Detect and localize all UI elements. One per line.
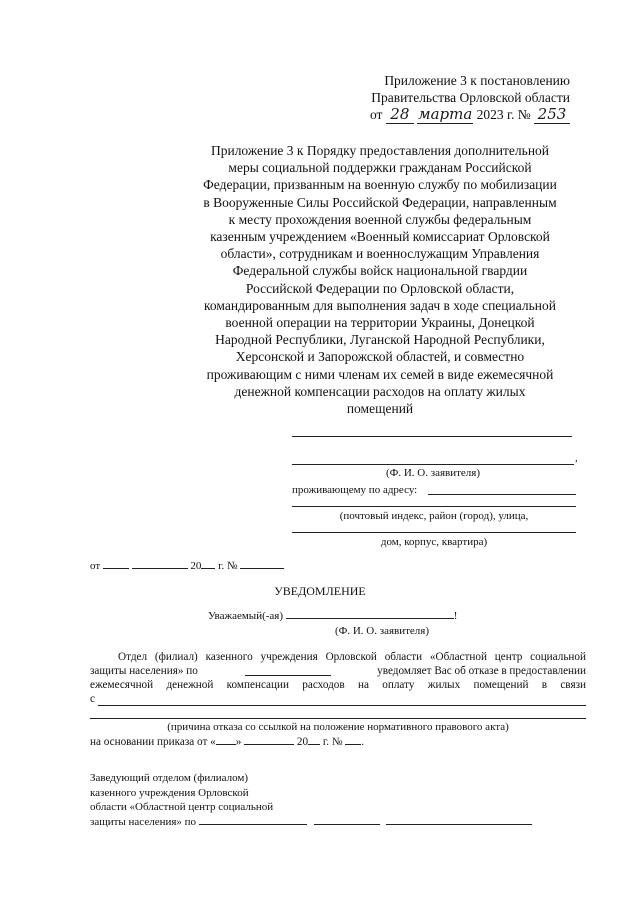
basis-number-field[interactable] [345, 744, 361, 745]
greeting-line [208, 610, 457, 622]
house-caption: дом, корпус, квартира) [380, 536, 488, 548]
appendix-line: к месту прохождения военной службы федеральным [228, 211, 532, 227]
appendix-line: военной операции на территории Украины, Донецкой [225, 315, 535, 331]
signature-district-field[interactable] [199, 824, 307, 825]
approval-block [300, 72, 570, 124]
outgoing-number-field[interactable] [240, 568, 284, 569]
appendix-line: командированным для выполнения задач в ходе специальной [204, 297, 556, 313]
approval-line-2: Правительства Орловской области [371, 90, 570, 105]
appendix-heading [170, 142, 590, 417]
basis-prefix: на основании приказа от « [90, 736, 216, 748]
address-line-2[interactable] [292, 506, 576, 507]
signature-name-field[interactable] [386, 824, 532, 825]
approval-line-1: Приложение 3 к постановлению [384, 73, 570, 88]
recipient-comma: , [575, 452, 578, 464]
signature-sign-field[interactable] [314, 824, 380, 825]
outgoing-year-field[interactable] [201, 568, 215, 569]
basis-day-field[interactable] [216, 744, 236, 745]
outgoing-day-field[interactable] [103, 568, 129, 569]
basis-quote: » [235, 736, 242, 748]
recipient-line-2[interactable] [292, 464, 574, 465]
postal-caption: (почтовый индекс, район (город), улица, [339, 510, 529, 522]
outgoing-year-prefix: 20 [190, 560, 202, 572]
outgoing-number-prefix: г. № [218, 560, 238, 572]
address-line-1[interactable] [428, 494, 576, 495]
signature-last-line [90, 815, 532, 830]
reason-caption: (причина отказа со ссылкой на положение нормативного правового акта) [167, 721, 509, 733]
signature-line: Заведующий отделом (филиалом) [90, 772, 248, 784]
approval-date-year: 2023 г. № [476, 107, 531, 122]
greeting-fio-caption: (Ф. И. О. заявителя) [334, 625, 429, 637]
appendix-line: казенным учреждением «Военный комиссариат Орловской [210, 229, 550, 245]
basis-month-field[interactable] [244, 744, 294, 745]
signature-last-text: защиты населения» по [90, 815, 197, 828]
body-line-2 [90, 664, 586, 679]
signature-line: казенного учреждения Орловской [90, 786, 249, 799]
outgoing-date-line [90, 560, 284, 572]
greeting-label: Уважаемый(-ая) [208, 610, 284, 622]
appendix-line: Херсонской и Запорожской областей, и совместно [235, 349, 525, 365]
appendix-line: Народной Республики, Луганской Народной Республики, [215, 332, 545, 348]
greeting-exclamation: ! [453, 610, 458, 622]
body-line-2-end: уведомляет Вас об отказе в предоставлении [377, 665, 586, 677]
appendix-line: денежной компенсации расходов на оплату жилых [234, 383, 526, 399]
approval-date-line [300, 106, 570, 124]
outgoing-month-field[interactable] [132, 568, 188, 569]
appendix-line: помещений [346, 401, 414, 417]
address-label: проживающему по адресу: [292, 484, 418, 496]
appendix-line: меры социальной поддержки гражданам Российской [228, 160, 532, 176]
basis-year-prefix: 20 [296, 736, 309, 748]
body-line-2-start: защиты населения» по [90, 665, 198, 677]
body-line-3: ежемесячной денежной компенсации расходов на оплату жилых помещений в связи [90, 679, 586, 691]
appendix-line: области», сотрудникам и военнослужащим Управления [220, 246, 540, 262]
approval-month-handwritten: марта [418, 105, 473, 123]
outgoing-date-from: от [90, 560, 101, 572]
greeting-fio-field[interactable] [286, 618, 454, 619]
basis-number-prefix: г. № [322, 736, 343, 748]
approval-day-handwritten: 28 [386, 106, 414, 124]
basis-line [90, 735, 364, 750]
recipient-fio-caption: (Ф. И. О. заявителя) [385, 467, 480, 479]
address-line-3[interactable] [292, 532, 576, 533]
signature-line: области «Областной центр социальной [90, 801, 274, 813]
appendix-line: проживающим с ними членам их семей в виде ежемесячной [206, 366, 554, 382]
appendix-line: в Вооруженные Силы Российской Федерации, направленным [203, 194, 557, 210]
district-field[interactable] [245, 664, 331, 676]
body-line-4-prefix: с [90, 693, 95, 705]
signature-block [90, 771, 532, 829]
recipient-line-1[interactable] [292, 436, 572, 437]
appendix-line: Федеральной службы войск национальной гвардии [232, 263, 528, 279]
basis-year-field[interactable] [308, 744, 320, 745]
notice-title: УВЕДОМЛЕНИЕ [274, 584, 366, 598]
appendix-line: Федерации, призванным на военную службу по мобилизации [203, 177, 557, 193]
basis-end: . [361, 736, 365, 748]
approval-date-prefix: от [369, 107, 383, 122]
reason-line-2[interactable] [90, 718, 586, 719]
reason-line-1[interactable] [98, 705, 586, 706]
appendix-line: Российской Федерации по Орловской области, [245, 280, 515, 296]
appendix-line: Приложение 3 к Порядку предоставления дополнительной [210, 143, 550, 158]
approval-number-handwritten: 253 [534, 106, 570, 124]
body-line-1: Отдел (филиал) казенного учреждения Орловской области «Областной центр социальной [118, 651, 586, 663]
